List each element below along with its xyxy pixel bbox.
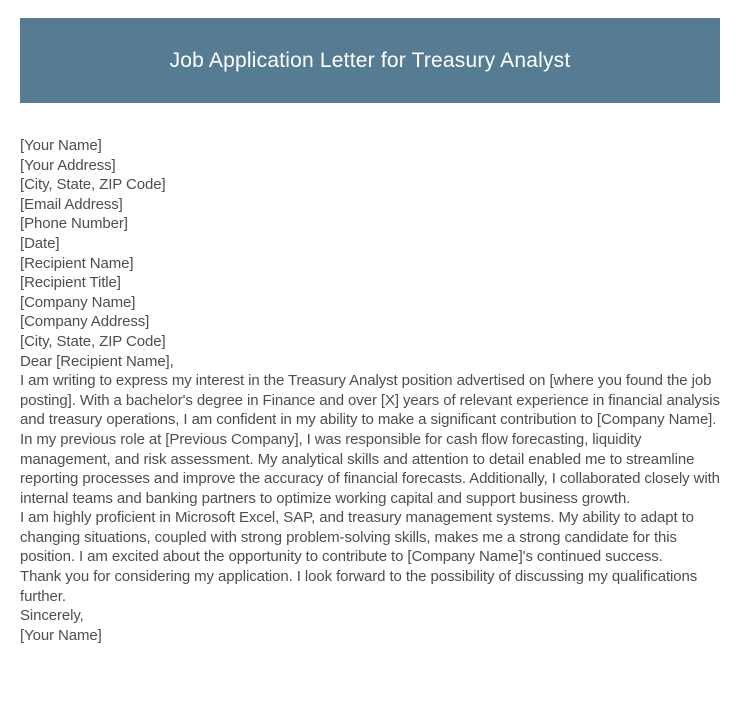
sender-phone-line: [Phone Number] <box>20 215 128 233</box>
recipient-name-line: [Recipient Name] <box>20 254 134 272</box>
company-address-line: [Company Address] <box>20 313 150 331</box>
paragraph-thanks: Thank you for considering my application. I look forward to the possibility of discussing my qualifications further. <box>20 568 698 605</box>
sender-address-line: [Your Address] <box>20 156 116 174</box>
company-name-line: [Company Name] <box>20 293 136 311</box>
closing-line: Sincerely, <box>20 607 84 625</box>
date-line: [Date] <box>20 234 60 252</box>
paragraph-experience: In my previous role at [Previous Company], I was responsible for cash flow forecasting, liquidity management, and risk assessment. My analytical skills and attention to detail enabled me to streamline reporting processes and improve the accuracy of financial forecasts. Additionally, I collaborated closely with internal teams and banking partners to optimize working capital and support business growth. <box>20 430 720 507</box>
signature-line: [Your Name] <box>20 626 102 644</box>
paragraph-skills: I am highly proficient in Microsoft Excel, SAP, and treasury management systems. My ability to adapt to changing situations, coupled with strong problem-solving skills, makes me a strong candidate for this position. I am excited about the opportunity to contribute to [Company Name]'s continued success. <box>20 509 694 566</box>
page-title: Job Application Letter for Treasury Analyst <box>169 48 571 72</box>
recipient-title-line: [Recipient Title] <box>20 274 121 292</box>
salutation-line: Dear [Recipient Name], <box>20 352 174 370</box>
paragraph-introduction: I am writing to express my interest in the Treasury Analyst position advertised on [where you found the job posting]. With a bachelor's degree in Finance and over [X] years of relevant experience in financial analysis and treasury operations, I am confident in my ability to make a significant contribution to [Company Name]. <box>20 372 720 429</box>
sender-city-line: [City, State, ZIP Code] <box>20 176 166 194</box>
sender-name-line: [Your Name] <box>20 137 102 154</box>
title-bar <box>20 18 720 103</box>
company-city-line: [City, State, ZIP Code] <box>20 332 166 350</box>
letter-document <box>0 18 740 645</box>
sender-email-line: [Email Address] <box>20 195 123 213</box>
letter-body <box>20 136 720 645</box>
